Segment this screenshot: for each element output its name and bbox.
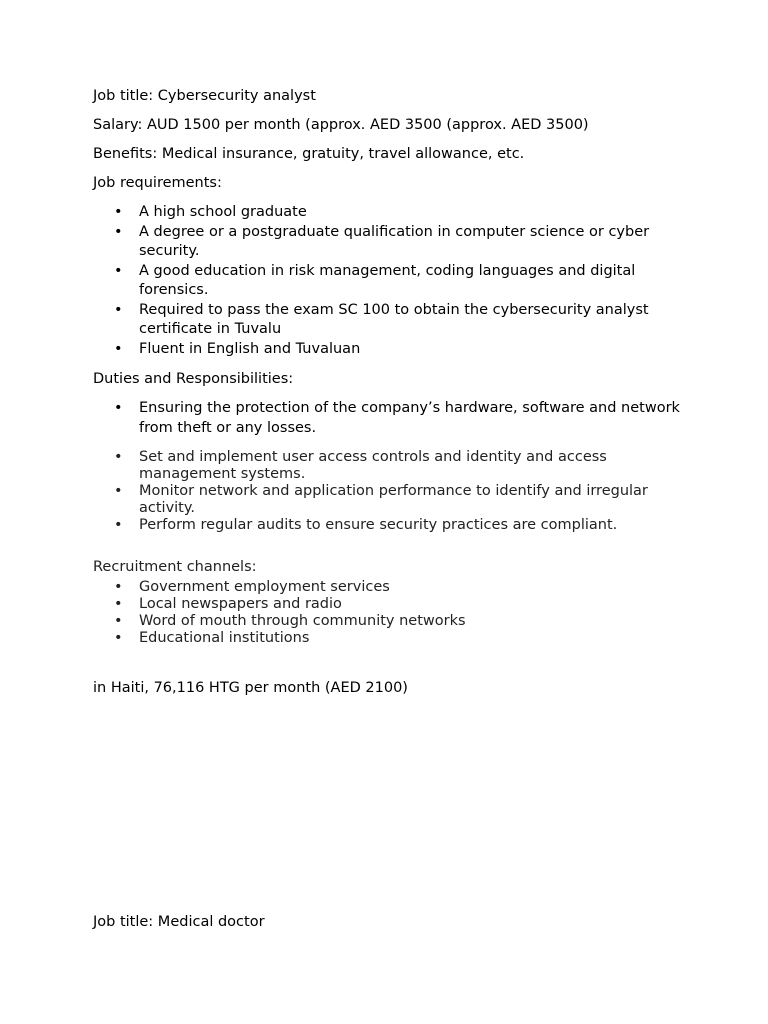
list-item: • Educational institutions bbox=[93, 630, 683, 647]
duties-heading: Duties and Responsibilities: bbox=[93, 371, 294, 387]
salary-line: Salary: AUD 1500 per month (approx. AED 3500 (approx. AED 3500) bbox=[93, 117, 589, 133]
requirements-heading: Job requirements: bbox=[93, 175, 222, 191]
list-item: • Set and implement user access controls and identity and access management systems. bbox=[93, 449, 683, 483]
recruitment-heading: Recruitment channels: bbox=[93, 559, 257, 575]
list-item: • Word of mouth through community networks bbox=[93, 613, 683, 630]
list-item: • Government employment services bbox=[93, 579, 683, 596]
list-item: • Local newspapers and radio bbox=[93, 596, 683, 613]
list-item: • Monitor network and application performance to identify and irregular activity. bbox=[93, 483, 683, 517]
requirements-list bbox=[93, 203, 683, 359]
benefits-line: Benefits: Medical insurance, gratuity, travel allowance, etc. bbox=[93, 146, 525, 162]
list-item: • Fluent in English and Tuvaluan bbox=[93, 340, 683, 360]
list-item: • Required to pass the exam SC 100 to obtain the cybersecurity analyst certificate in Tuvalu bbox=[93, 301, 683, 340]
list-item: • A high school graduate bbox=[93, 203, 683, 223]
list-item: • A good education in risk management, coding languages and digital forensics. bbox=[93, 262, 683, 301]
list-item: • Ensuring the protection of the company’s hardware, software and network from theft or any losses. bbox=[93, 399, 683, 438]
duties-list bbox=[93, 449, 683, 534]
list-item: • Perform regular audits to ensure security practices are compliant. bbox=[93, 517, 683, 534]
list-item: • A degree or a postgraduate qualification in computer science or cyber security. bbox=[93, 223, 683, 262]
job-title-medical-doctor: Job title: Medical doctor bbox=[93, 914, 265, 930]
haiti-salary-line: in Haiti, 76,116 HTG per month (AED 2100) bbox=[93, 680, 408, 696]
recruitment-list bbox=[93, 579, 683, 647]
duties-list-first bbox=[93, 399, 683, 438]
job-title-cybersecurity: Job title: Cybersecurity analyst bbox=[93, 88, 316, 104]
